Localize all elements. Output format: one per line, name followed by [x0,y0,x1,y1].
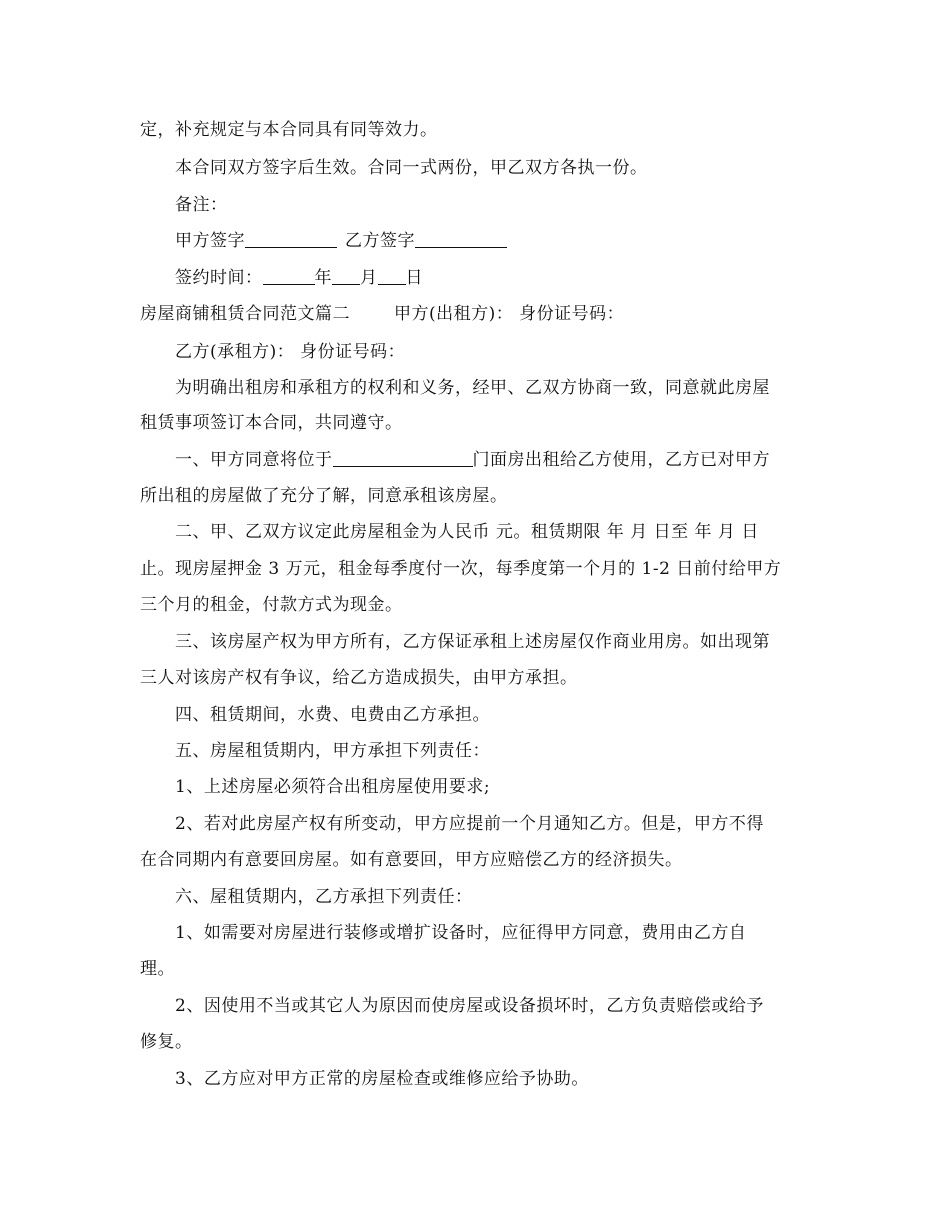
clause-5-item-2: 2、若对此房屋产权有所变动，甲方应提前一个月通知乙方。但是，甲方不得 [175,814,764,834]
location-blank [333,448,473,467]
clause-3-line: 三、该房屋产权为甲方所有，乙方保证承租上述房屋仅作商业用房。如出现第 [175,632,770,652]
year-label: 年 [314,268,332,288]
clause-6-item-1: 1、如需要对房屋进行装修或增扩设备时，应征得甲方同意，费用由乙方自 [175,923,747,943]
sign-date-label: 签约时间： [175,268,263,288]
effective-clause: 本合同双方签字后生效。合同一式两份，甲乙双方各执一份。 [175,158,648,178]
month-label: 月 [360,268,378,288]
clause-2-line: 二、甲、乙双方议定此房屋租金为人民币 元。租赁期限 年 月 日至 年 月 日 [175,522,759,542]
signature-line [175,229,820,253]
paragraph-line: 修复。 [140,1032,193,1052]
paragraph-line: 为明确出租房和承租方的权利和义务，经甲、乙双方协商一致，同意就此房屋 [175,378,770,398]
clause-6-line: 六、屋租赁期内，乙方承担下列责任： [175,887,473,907]
paragraph-line: 租赁事项签订本合同，共同遵守。 [140,413,403,433]
clause-6-item-2: 2、因使用不当或其它人为原因而使房屋或设备损坏时，乙方负责赔偿或给予 [175,996,764,1016]
paragraph-line: 三人对该房产权有争议，给乙方造成损失，由甲方承担。 [140,668,578,688]
clause-6-item-3: 3、乙方应对甲方正常的房屋检查或维修应给予协助。 [175,1069,589,1089]
day-label: 日 [405,268,423,288]
month-blank [332,266,360,285]
paragraph-line: 所出租的房屋做了充分了解，同意承租该房屋。 [140,486,508,506]
party-a-line: 甲方(出租方)： 身份证号码： [394,304,625,324]
clause-1-line [175,448,820,472]
clause-5-line: 五、房屋租赁期内，甲方承担下列责任： [175,741,490,761]
paragraph-line: 定，补充规定与本合同具有同等效力。 [140,120,438,140]
party-b-line: 乙方(承租方)： 身份证号码： [175,342,406,362]
section-title: 房屋商铺租赁合同范文篇二 [140,304,350,324]
clause-4-line: 四、租赁期间，水费、电费由乙方承担。 [175,705,490,725]
clause-5-item-1: 1、上述房屋必须符合出租房屋使用要求; [175,777,491,797]
party-a-signature-label: 甲方签字 [175,231,245,251]
section-heading-line [140,302,820,326]
day-blank [378,266,406,285]
clause-1-text: 一、甲方同意将位于 [175,450,333,470]
year-blank [263,266,315,285]
paragraph-line: 理。 [140,959,175,979]
paragraph-line: 在合同期内有意要回房屋。如有意要回，甲方应赔偿乙方的经济损失。 [140,850,683,870]
sign-date-line [175,266,820,290]
party-b-signature-blank [415,229,507,248]
party-b-signature-label: 乙方签字 [345,231,415,251]
clause-1-text-cont: 门面房出租给乙方使用，乙方已对甲方 [472,450,770,470]
paragraph-line: 三个月的租金，付款方式为现金。 [140,595,403,615]
remarks-label: 备注： [175,195,228,215]
party-a-signature-blank [245,229,337,248]
paragraph-line: 止。现房屋押金 3 万元，租金每季度付一次，每季度第一个月的 1-2 日前付给甲方 [140,559,782,579]
